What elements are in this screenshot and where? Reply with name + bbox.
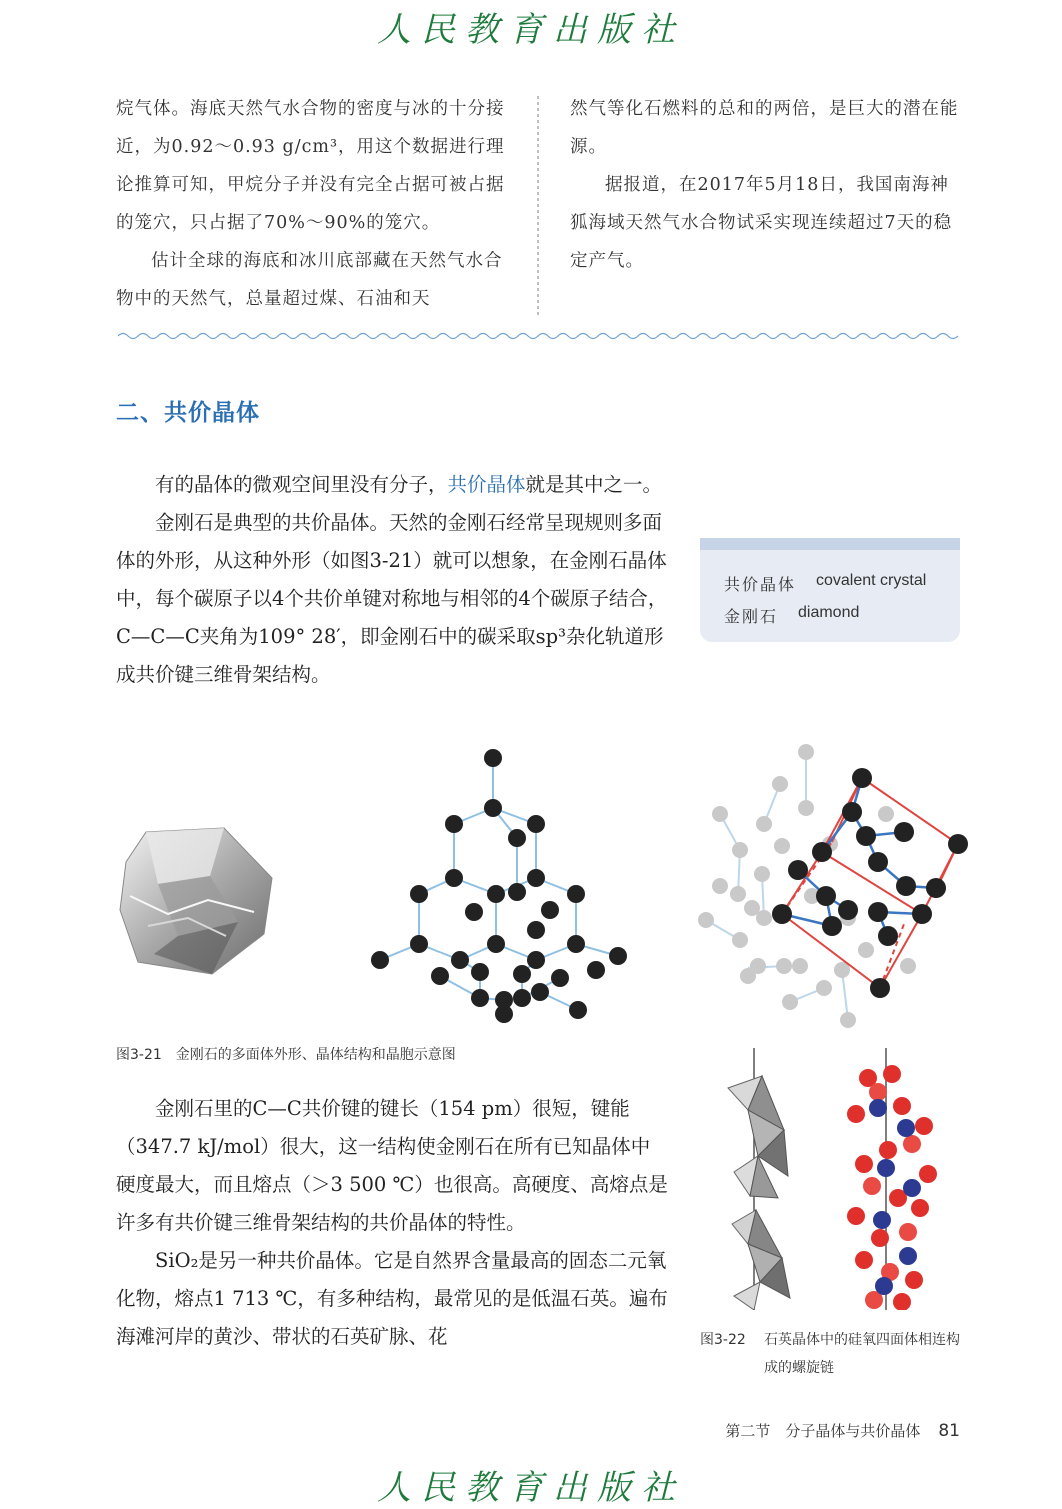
top-left-paragraph-2: 估计全球的海底和冰川底部藏在天然气水合物中的天然气，总量超过煤、石油和天 bbox=[116, 251, 503, 309]
figure-3-21-caption: 图3-21 金刚石的多面体外形、晶体结构和晶胞示意图 bbox=[116, 1047, 456, 1063]
wavy-divider bbox=[118, 330, 960, 342]
glossary-item-covalent-crystal bbox=[724, 572, 960, 604]
paragraph-diamond-properties: 金刚石里的C—C共价键的键长（154 pm）很短，键能（347.7 kJ/mol）很大，这一结构使金刚石在所有已知晶体中硬度最大，而且熔点（＞3 500 ℃）也很高。高硬度、高熔点是许多有共价键三维骨架结构的共价晶体的特性。 bbox=[116, 1097, 668, 1234]
column-divider bbox=[536, 96, 540, 318]
tetrahedra bbox=[728, 1076, 790, 1310]
paragraph-sio2: SiO₂是另一种共价晶体。它是自然界含量最高的固态二元氧化物，熔点1 713 ℃，有多种结构，最常见的是低温石英。遍布海滩河岸的黄沙、带状的石英矿脉、花 bbox=[116, 1249, 668, 1348]
quartz-helix-ball-model bbox=[842, 1048, 942, 1310]
publisher-logo-header: 人民教育出版社 bbox=[377, 10, 685, 50]
glossary-en: covalent crystal bbox=[816, 572, 927, 589]
publisher-logo-footer: 人民教育出版社 bbox=[377, 1468, 685, 1508]
footer-section-title: 第二节 分子晶体与共价晶体 bbox=[725, 1422, 921, 1440]
figure-3-22-text: 石英晶体中的硅氧四面体相连构成的螺旋链 bbox=[764, 1332, 960, 1376]
sio4-tetrahedra-chain-diagram bbox=[718, 1048, 798, 1310]
page-footer bbox=[725, 1420, 960, 1441]
paragraph-intro bbox=[116, 466, 668, 504]
top-left-paragraph-1: 烷气体。海底天然气水合物的密度与冰的十分接近，为0.92～0.93 g/cm³，用这个数据进行理论推算可知，甲烷分子并没有完全占据可被占据的笼穴，只占据了70%～90%的笼穴。 bbox=[116, 99, 505, 233]
glossary-en: diamond bbox=[798, 604, 860, 621]
diamond-crystal-structure-diagram bbox=[364, 744, 634, 1026]
main-text-block-1 bbox=[116, 466, 668, 694]
page-number: 81 bbox=[938, 1421, 960, 1441]
glossary-item-diamond bbox=[724, 604, 960, 636]
paragraph-diamond: 金刚石是典型的共价晶体。天然的金刚石经常呈现规则多面体的外形，从这种外形（如图3-21）就可以想象，在金刚石晶体中，每个碳原子以4个共价单键对称地与相邻的4个碳原子结合，C—C—C夹角为109° 28′，即金刚石中的碳采取sp³杂化轨道形成共价键三维骨架结构。 bbox=[116, 511, 668, 686]
top-right-paragraph-1: 然气等化石燃料的总和的两倍，是巨大的潜在能源。 bbox=[570, 99, 959, 157]
oxygen-atoms bbox=[847, 1065, 937, 1310]
diamond-gem-image bbox=[118, 826, 276, 976]
figure-3-22-label: 图3-22 bbox=[700, 1332, 746, 1348]
top-right-paragraph-2: 据报道，在2017年5月18日，我国南海神狐海域天然气水合物试采实现连续超过7天的稳定产气。 bbox=[570, 175, 953, 271]
diamond-unit-cell-diagram bbox=[690, 740, 974, 1030]
term-covalent-crystal: 共价晶体 bbox=[447, 473, 526, 496]
main-text-block-2 bbox=[116, 1090, 668, 1356]
structure-atoms bbox=[371, 749, 627, 1023]
para1-text-after: 就是其中之一。 bbox=[525, 473, 663, 496]
glossary-zh: 共价晶体 bbox=[724, 575, 797, 594]
figure-3-22-caption bbox=[700, 1326, 962, 1382]
glossary-zh: 金刚石 bbox=[724, 607, 779, 626]
top-box-right-column bbox=[570, 90, 962, 280]
top-box-left-column bbox=[116, 90, 508, 318]
glossary-box bbox=[700, 538, 960, 642]
section-title: 二、共价晶体 bbox=[116, 400, 260, 426]
para1-text-before: 有的晶体的微观空间里没有分子， bbox=[155, 473, 448, 496]
